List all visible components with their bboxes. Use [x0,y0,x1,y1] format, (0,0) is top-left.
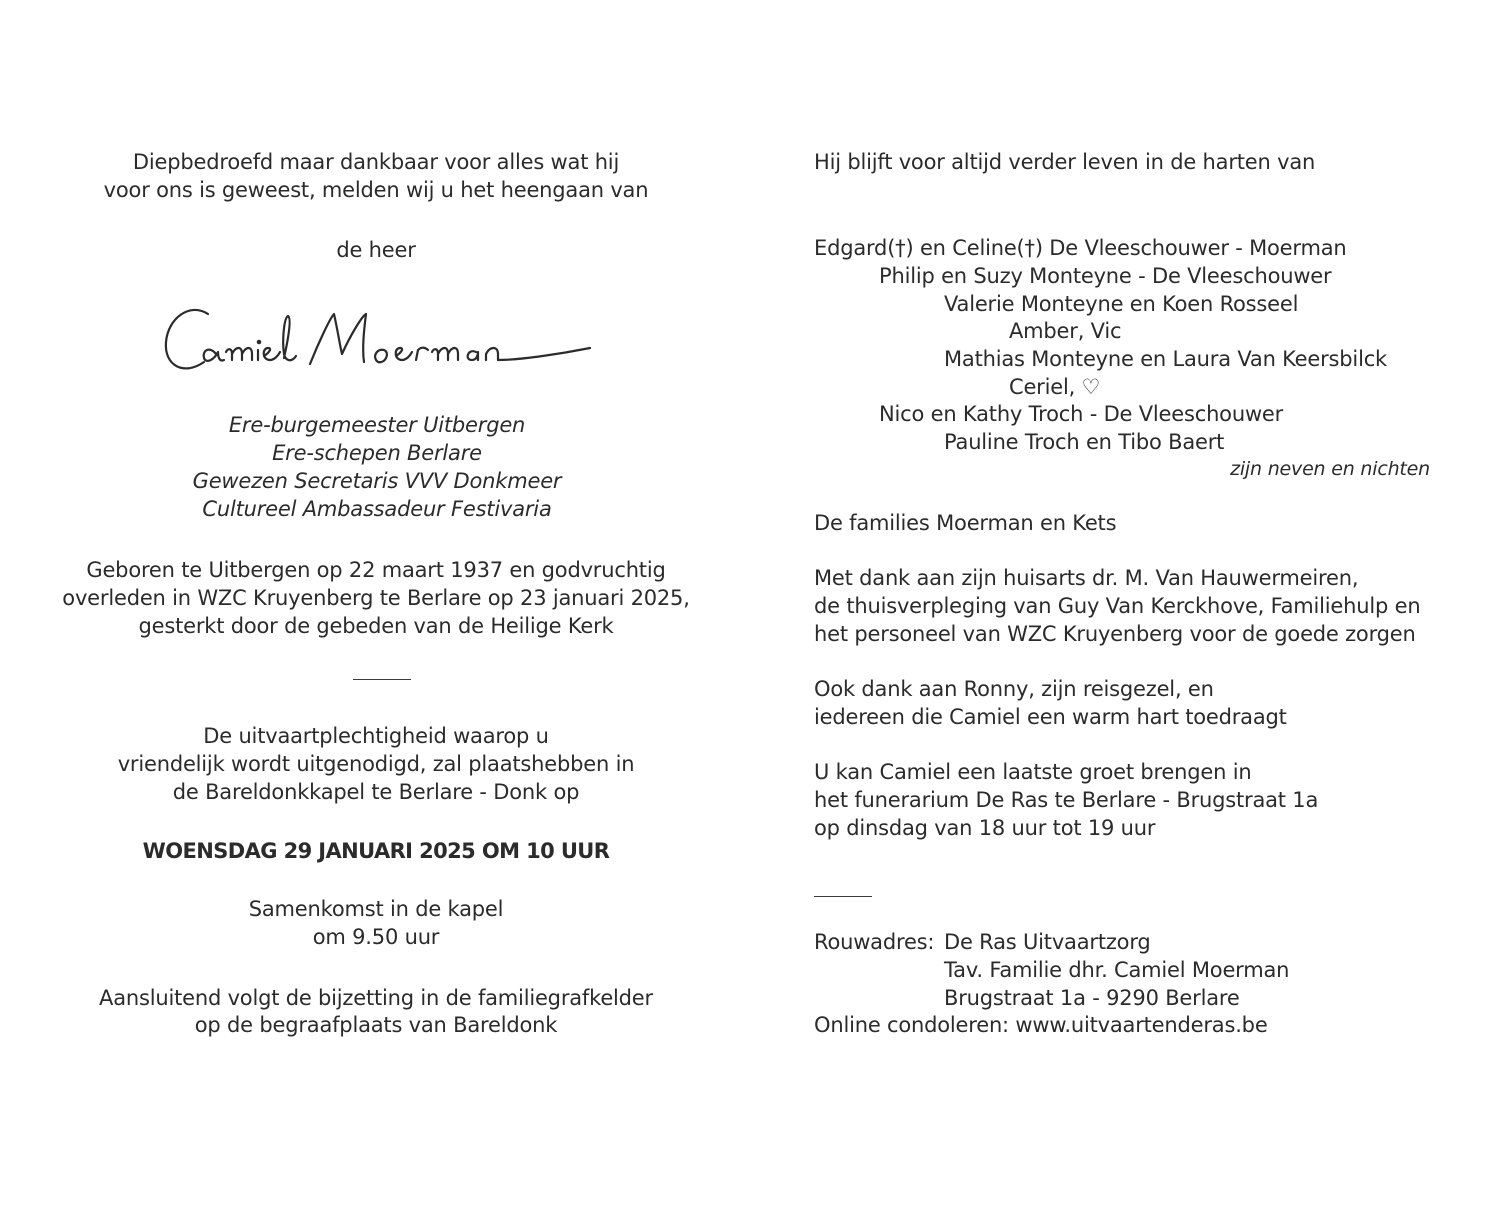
title-line-2: Ere-schepen Berlare [272,441,482,465]
family-line-1: Edgard(†) en Celine(†) De Vleeschouwer - Moerman [814,236,1347,260]
title-line-4: Cultureel Ambassadeur Festivaria [202,497,552,521]
signature-name [160,296,600,386]
thanks1-line-1: Met dank aan zijn huisarts dr. M. Van Hauwermeiren, [814,566,1359,590]
family-intro: Hij blijft voor altijd verder leven in de harten van [814,150,1316,174]
thanks2-line-2: iedereen die Camiel een warm hart toedraagt [814,705,1287,729]
family-role: zijn neven en nichten [1230,458,1430,480]
address-line-1: De Ras Uitvaartzorg [944,930,1151,954]
birth-line-3: gesterkt door de gebeden van de Heilige Kerk [138,614,614,638]
family-line-7: Nico en Kathy Troch - De Vleeschouwer [879,402,1284,426]
burial-line-1: Aansluitend volgt de bijzetting in de familiegrafkelder [99,986,653,1010]
family-line-2: Philip en Suzy Monteyne - De Vleeschouwer [879,264,1332,288]
thanks2-line-1: Ook dank aan Ronny, zijn reisgezel, en [814,677,1214,701]
family-line-3: Valerie Monteyne en Koen Rosseel [944,292,1299,316]
family-line-4: Amber, Vic [1009,319,1122,343]
funeral-date: WOENSDAG 29 JANUARI 2025 OM 10 UUR [142,839,610,863]
ceremony-line-1: De uitvaartplechtigheid waarop u [203,724,549,748]
divider-left [353,679,411,680]
thanks1-line-3: het personeel van WZC Kruyenberg voor de goede zorgen [814,622,1416,646]
divider-right [814,896,872,897]
family-line-5: Mathias Monteyne en Laura Van Keersbilck [944,347,1388,371]
title-line-3: Gewezen Secretaris VVV Donkmeer [192,469,562,493]
thanks1-line-2: de thuisverpleging van Guy Van Kerckhove, Familiehulp en [814,594,1421,618]
title-line-1: Ere-burgemeester Uitbergen [228,413,526,437]
ceremony-line-3: de Bareldonkkapel te Berlare - Donk op [172,780,580,804]
birth-line-2: overleden in WZC Kruyenberg te Berlare op 23 januari 2025, [62,586,690,610]
family-line-6: Ceriel, ♡ [1009,375,1101,399]
ceremony-line-2: vriendelijk wordt uitgenodigd, zal plaatshebben in [117,752,635,776]
family-line-8: Pauline Troch en Tibo Baert [944,430,1225,454]
address-line-3: Brugstraat 1a - 9290 Berlare [944,986,1240,1010]
visit-line-2: het funerarium De Ras te Berlare - Brugstraat 1a [814,788,1319,812]
intro-line-1: Diepbedroefd maar dankbaar voor alles wat hij [132,150,620,174]
salutation: de heer [336,238,416,262]
gathering-line-1: Samenkomst in de kapel [248,897,504,921]
burial-line-2: op de begraafplaats van Bareldonk [194,1013,558,1037]
intro-line-2: voor ons is geweest, melden wij u het heengaan van [103,178,649,202]
address-label: Rouwadres: [814,930,935,954]
address-line-2: Tav. Familie dhr. Camiel Moerman [944,958,1290,982]
birth-line-1: Geboren te Uitbergen op 22 maart 1937 en godvruchtig [86,558,666,582]
gathering-line-2: om 9.50 uur [312,925,440,949]
visit-line-1: U kan Camiel een laatste groet brengen in [814,760,1252,784]
signature-script-graphic [160,296,600,386]
families-line: De families Moerman en Kets [814,511,1117,535]
online-condolence[interactable]: Online condoleren: www.uitvaartenderas.be [814,1013,1268,1037]
visit-line-3: op dinsdag van 18 uur tot 19 uur [814,816,1156,840]
